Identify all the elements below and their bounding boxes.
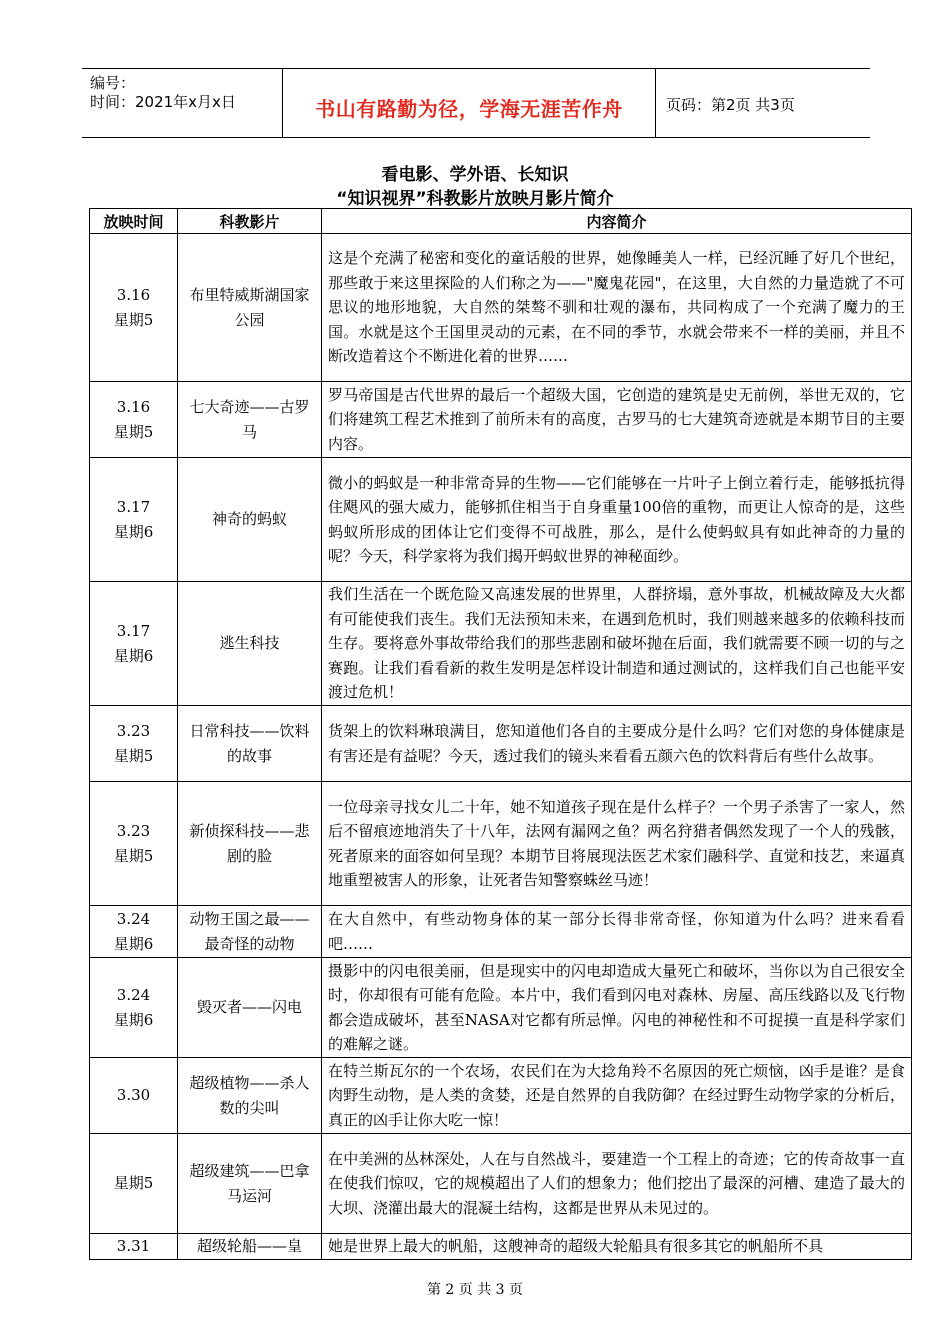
showtime-cell xyxy=(90,1134,178,1234)
showtime-cell xyxy=(90,458,178,582)
show-weekday: 星期5 xyxy=(113,846,154,865)
show-weekday: 星期5 xyxy=(113,310,154,329)
film-summary-cell: 货架上的饮料琳琅满目，您知道他们各自的主要成分是什么吗？它们对您的身体健康是有害还是有益呢？今天，透过我们的镜头来看看五颜六色的饮料背后有些什么故事。 xyxy=(322,706,912,782)
film-summary-cell: 在大自然中，有些动物身体的某一部分长得非常奇怪，你知道为什么吗？进来看看吧…… xyxy=(322,906,912,958)
table-row xyxy=(90,958,912,1058)
show-date: 3.24 xyxy=(116,986,151,1004)
film-schedule-table xyxy=(89,208,912,1260)
film-summary-cell: 在中美洲的丛林深处，人在与自然战斗，要建造一个工程上的奇迹；它的传奇故事一直在使我们惊叹，它的规模超出了人们的想象力；他们挖出了最深的河槽、建造了最大的大坝、浇灌出最大的混凝土结构，这都是世界从未见过的。 xyxy=(322,1134,912,1234)
table-row xyxy=(90,1234,912,1260)
header-showtime: 放映时间 xyxy=(90,209,178,234)
show-weekday: 星期5 xyxy=(113,746,154,765)
show-weekday: 星期6 xyxy=(113,934,154,953)
film-title-cell: 动物王国之最——最奇怪的动物 xyxy=(178,906,322,958)
table-row xyxy=(90,234,912,382)
show-weekday: 星期6 xyxy=(113,1010,154,1029)
show-date: 3.17 xyxy=(116,498,151,516)
film-title-cell: 日常科技——饮料的故事 xyxy=(178,706,322,782)
show-weekday: 星期6 xyxy=(113,522,154,541)
showtime-cell xyxy=(90,958,178,1058)
table-row xyxy=(90,582,912,706)
table-row xyxy=(90,906,912,958)
film-summary-cell: 她是世界上最大的帆船，这艘神奇的超级大轮船具有很多其它的帆船所不具 xyxy=(322,1234,912,1260)
film-title-cell: 超级建筑——巴拿马运河 xyxy=(178,1134,322,1234)
page-subtitle: “知识视界”科教影片放映月影片简介 xyxy=(336,189,614,209)
film-summary-cell: 微小的蚂蚁是一种非常奇异的生物——它们能够在一片叶子上倒立着行走，能够抵抗得住飓风的强大威力，能够抓住相当于自身重量100倍的重物，而更让人惊奇的是，这些蚂蚁所形成的团体让它们变得不可战胜，那么，是什么使蚂蚁具有如此神奇的力量的呢？今天，科学家将为我们揭开蚂蚁世界的神秘面纱。 xyxy=(322,458,912,582)
header-motto-cell xyxy=(282,69,656,137)
film-title-cell: 超级植物——杀人数的尖叫 xyxy=(178,1058,322,1134)
table-row xyxy=(90,382,912,458)
show-weekday: 星期5 xyxy=(113,1174,154,1193)
show-date: 3.16 xyxy=(116,398,151,416)
film-title-cell: 神奇的蚂蚁 xyxy=(178,458,322,582)
showtime-cell xyxy=(90,382,178,458)
show-date: 3.31 xyxy=(116,1237,151,1256)
showtime-cell xyxy=(90,582,178,706)
table-row xyxy=(90,1058,912,1134)
show-date: 3.23 xyxy=(116,722,151,740)
film-title-cell: 布里特威斯湖国家公园 xyxy=(178,234,322,382)
table-row xyxy=(90,1134,912,1234)
show-date: 3.30 xyxy=(116,1086,151,1105)
document-number-label: 编号： xyxy=(90,74,136,92)
showtime-cell xyxy=(90,906,178,958)
film-summary-cell: 罗马帝国是古代世界的最后一个超级大国，它创造的建筑是史无前例，举世无双的，它们将建筑工程艺术推到了前所未有的高度，古罗马的七大建筑奇迹就是本期节目的主要内容。 xyxy=(322,382,912,458)
header-page-cell xyxy=(654,69,870,137)
film-title-cell: 逃生科技 xyxy=(178,582,322,706)
table-row xyxy=(90,458,912,582)
header-summary: 内容简介 xyxy=(322,209,912,234)
film-title-cell: 毁灭者——闪电 xyxy=(178,958,322,1058)
showtime-cell xyxy=(90,1234,178,1260)
film-summary-cell: 我们生活在一个既危险又高速发展的世界里，人群挤塌，意外事故，机械故障及大火都有可能使我们丧生。我们无法预知未来，在遇到危机时，我们则越来越多的依赖科技而生存。要将意外事故带给我们的那些悲剧和破坏抛在后面，我们就需要不顾一切的与之赛跑。让我们看看新的救生发明是怎样设计制造和通过测试的，这样我们自己也能平安渡过危机！ xyxy=(322,582,912,706)
header-film: 科教影片 xyxy=(178,209,322,234)
film-summary-cell: 在特兰斯瓦尔的一个农场，农民们在为大捻角羚不名原因的死亡烦恼，凶手是谁？是食肉野生动物，是人类的贪婪，还是自然界的自我防御？在经过野生动物学家的分析后，真正的凶手让你大吃一惊！ xyxy=(322,1058,912,1134)
show-date: 3.23 xyxy=(116,822,151,840)
show-date: 3.24 xyxy=(116,910,151,928)
showtime-cell xyxy=(90,1058,178,1134)
document-date: 时间：2021年x月x日 xyxy=(90,93,236,111)
showtime-cell xyxy=(90,782,178,906)
film-summary-cell: 摄影中的闪电很美丽，但是现实中的闪电却造成大量死亡和破坏，当你以为自己很安全时，你却很有可能有危险。本片中，我们看到闪电对森林、房屋、高压线路以及飞行物都会造成破坏，甚至NASA对它都有所忌惮。闪电的神秘性和不可捉摸一直是科学家们的难解之谜。 xyxy=(322,958,912,1058)
film-summary-cell: 这是个充满了秘密和变化的童话般的世界，她像睡美人一样，已经沉睡了好几个世纪，那些敢于来这里探险的人们称之为——"魔鬼花园"，在这里，大自然的力量造就了不可思议的地形地貌，大自然的桀骜不驯和壮观的瀑布，共同构成了一个充满了魔力的王国。水就是这个王国里灵动的元素，在不同的季节，水就会带来不一样的美丽，并且不断改造着这个不断进化着的世界…… xyxy=(322,234,912,382)
show-weekday: 星期6 xyxy=(113,646,154,665)
film-title-cell: 超级轮船——皇 xyxy=(178,1234,322,1260)
film-title-cell: 新侦探科技——悲剧的脸 xyxy=(178,782,322,906)
table-header-row xyxy=(90,209,912,234)
film-title-cell: 七大奇迹——古罗马 xyxy=(178,382,322,458)
table-row xyxy=(90,706,912,782)
page-header xyxy=(82,68,870,138)
header-page-number: 页码：第2页 共3页 xyxy=(666,96,795,114)
header-motto: 书山有路勤为径，学海无涯苦作舟 xyxy=(315,97,623,121)
header-meta xyxy=(82,69,282,137)
show-date: 3.16 xyxy=(116,286,151,304)
page-footer: 第 2 页 共 3 页 xyxy=(426,1282,524,1298)
film-summary-cell: 一位母亲寻找女儿二十年，她不知道孩子现在是什么样子？一个男子杀害了一家人，然后不留痕迹地消失了十八年，法网有漏网之鱼？两名狩猎者偶然发现了一个人的残骸，死者原来的面容如何呈现？本期节目将展现法医艺术家们融科学、直觉和技艺，来逼真地重塑被害人的形象，让死者告知警察蛛丝马迹！ xyxy=(322,782,912,906)
showtime-cell xyxy=(90,234,178,382)
table-row xyxy=(90,782,912,906)
showtime-cell xyxy=(90,706,178,782)
show-weekday: 星期5 xyxy=(113,422,154,441)
page-title: 看电影、学外语、长知识 xyxy=(381,165,569,185)
show-date: 3.17 xyxy=(116,622,151,640)
